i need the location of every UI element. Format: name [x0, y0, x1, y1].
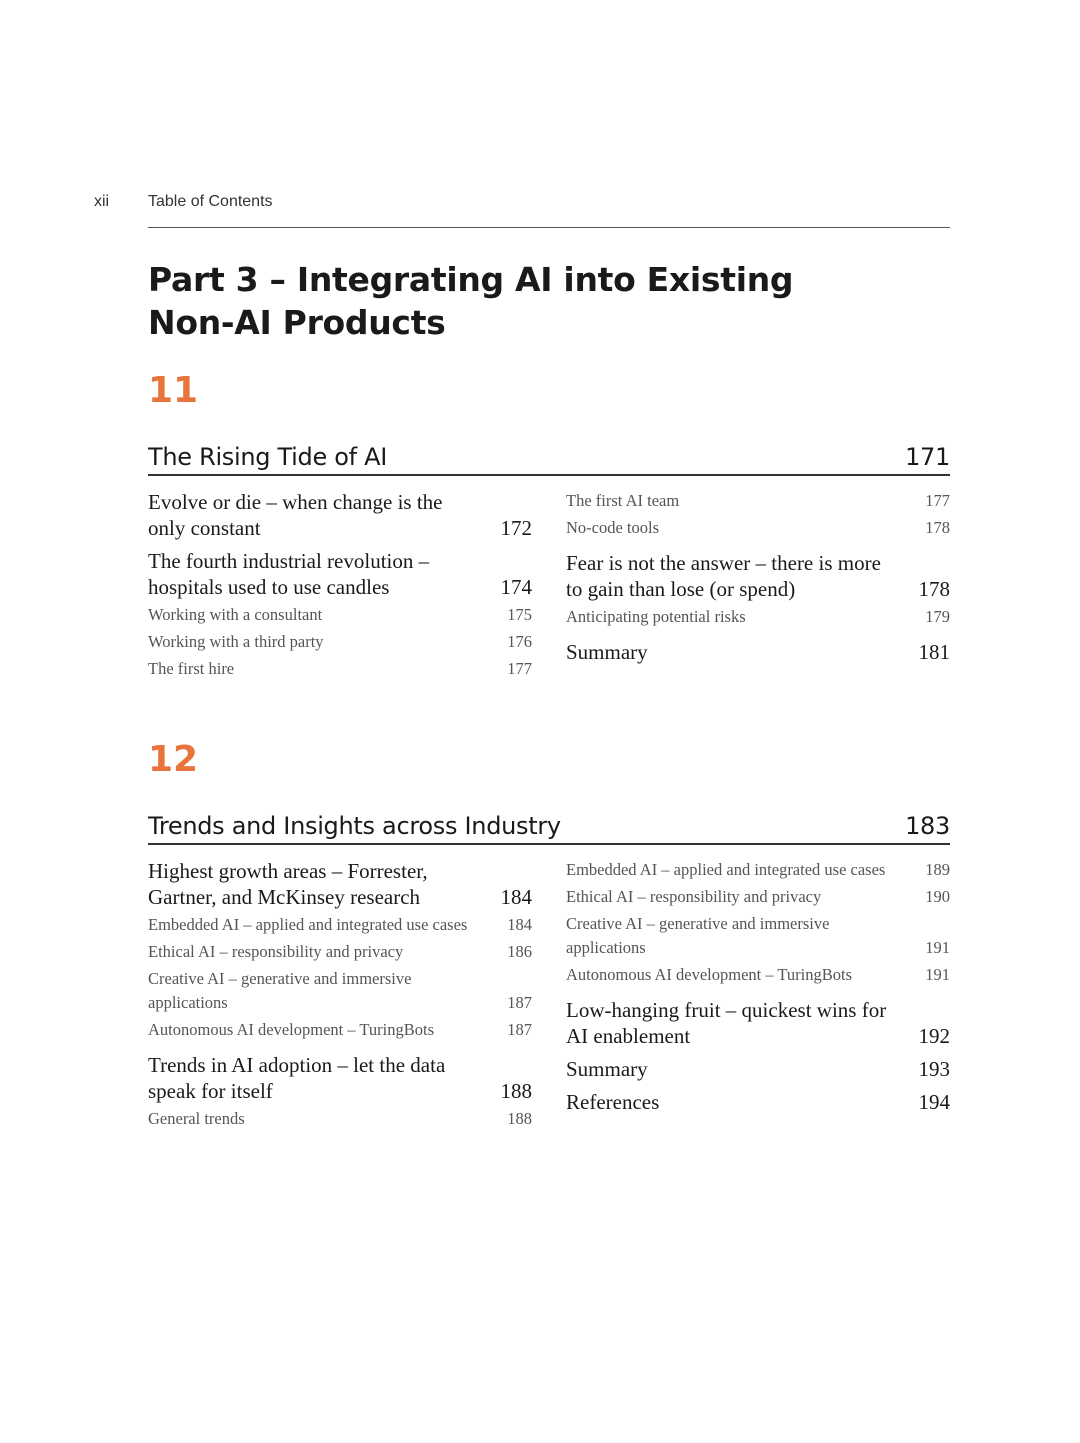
running-head: Table of Contents	[148, 193, 273, 210]
toc-entry[interactable]	[566, 997, 950, 1049]
chapter-page: 183	[905, 812, 950, 840]
toc-entry[interactable]	[148, 548, 532, 600]
toc-entry-title: Working with a third party	[148, 632, 324, 651]
toc-entry[interactable]	[566, 516, 950, 540]
toc-entry[interactable]	[148, 967, 532, 1015]
toc-entry[interactable]	[566, 1056, 950, 1082]
toc-column-right	[566, 489, 950, 665]
page-number: xii	[94, 193, 110, 210]
toc-entry-title: The first hire	[148, 659, 235, 678]
toc-entry-title: Anticipating potential risks	[566, 607, 746, 626]
toc-entry-page: 177	[925, 491, 950, 510]
chapter-page: 171	[905, 443, 950, 471]
part-title-line-2: Non-AI Products	[148, 303, 446, 342]
toc-entry[interactable]	[148, 1052, 532, 1104]
toc-entry[interactable]	[566, 639, 950, 665]
toc-column-left	[148, 489, 532, 681]
toc-entry-title: Summary	[566, 1057, 648, 1081]
toc-entry-page: 187	[507, 993, 532, 1012]
toc-entry-page: 178	[918, 577, 950, 601]
toc-entry-page: 175	[507, 605, 532, 624]
toc-entry-title: Trends in AI adoption – let the data speak for itself	[148, 1053, 446, 1103]
toc-entry-title: Autonomous AI development – TuringBots	[566, 965, 853, 984]
toc-entry[interactable]	[148, 630, 532, 654]
toc-entry-title: Ethical AI – responsibility and privacy	[566, 887, 822, 906]
toc-entry-title: Ethical AI – responsibility and privacy	[148, 942, 404, 961]
toc-entry-page: 193	[918, 1057, 950, 1081]
toc-column-left	[148, 858, 532, 1131]
toc-entry[interactable]	[148, 913, 532, 937]
toc-entry-title: Low-hanging fruit – quickest wins for AI enablement	[566, 998, 887, 1048]
toc-entry-page: 191	[925, 965, 950, 984]
chapter-number: 12	[148, 739, 199, 780]
toc-entry-page: 179	[925, 607, 950, 626]
toc-entry-page: 181	[918, 640, 950, 664]
toc-entry[interactable]	[148, 940, 532, 964]
toc-entry-page: 188	[507, 1109, 532, 1128]
toc-entry-page: 190	[925, 887, 950, 906]
toc-entry[interactable]	[148, 657, 532, 681]
part-title-line-1: Part 3 – Integrating AI into Existing	[148, 260, 794, 299]
toc-entry-title: Embedded AI – applied and integrated use cases	[148, 915, 468, 934]
toc-entry[interactable]	[566, 885, 950, 909]
toc-entry[interactable]	[566, 550, 950, 602]
toc-column-right	[566, 858, 950, 1115]
header-rule	[148, 227, 950, 228]
toc-entry-page: 184	[500, 885, 532, 909]
toc-entry-page: 194	[918, 1090, 950, 1114]
toc-entry-page: 174	[500, 575, 532, 599]
toc-entry-page: 189	[925, 860, 950, 879]
toc-entry-title: The first AI team	[566, 491, 680, 510]
toc-entry-title: Highest growth areas – Forrester, Gartner, and McKinsey research	[148, 859, 428, 909]
toc-entry-title: Working with a consultant	[148, 605, 323, 624]
toc-entry-title: Evolve or die – when change is the only constant	[148, 490, 443, 540]
toc-entry[interactable]	[148, 1018, 532, 1042]
toc-entry[interactable]	[148, 489, 532, 541]
toc-entry[interactable]	[566, 963, 950, 987]
toc-entry[interactable]	[148, 603, 532, 627]
toc-entry-title: Creative AI – generative and immersive applications	[148, 969, 412, 1012]
toc-entry-title: General trends	[148, 1109, 245, 1128]
chapter-title: Trends and Insights across Industry	[148, 812, 561, 840]
chapter-heading[interactable]	[148, 440, 950, 476]
toc-entry[interactable]	[148, 1107, 532, 1131]
chapter-heading[interactable]	[148, 809, 950, 845]
toc-entry-page: 184	[507, 915, 532, 934]
toc-entry-title: Summary	[566, 640, 648, 664]
toc-entry[interactable]	[566, 605, 950, 629]
toc-entry-title: Creative AI – generative and immersive applications	[566, 914, 830, 957]
toc-entry-page: 188	[500, 1079, 532, 1103]
toc-entry[interactable]	[566, 1089, 950, 1115]
toc-entry-page: 186	[507, 942, 532, 961]
part-title	[148, 258, 848, 344]
toc-entry-page: 191	[925, 938, 950, 957]
toc-entry-page: 176	[507, 632, 532, 651]
toc-entry[interactable]	[148, 858, 532, 910]
toc-entry-title: Autonomous AI development – TuringBots	[148, 1020, 435, 1039]
toc-entry[interactable]	[566, 489, 950, 513]
toc-entry-title: No-code tools	[566, 518, 660, 537]
toc-entry[interactable]	[566, 912, 950, 960]
toc-entry[interactable]	[566, 858, 950, 882]
toc-entry-title: Fear is not the answer – there is more to gain than lose (or spend)	[566, 551, 881, 601]
chapter-title: The Rising Tide of AI	[148, 443, 388, 471]
toc-entry-page: 177	[507, 659, 532, 678]
toc-entry-page: 192	[918, 1024, 950, 1048]
toc-entry-page: 172	[500, 516, 532, 540]
toc-entry-title: The fourth industrial revolution – hospitals used to use candles	[148, 549, 430, 599]
toc-entry-title: References	[566, 1090, 660, 1114]
toc-entry-title: Embedded AI – applied and integrated use cases	[566, 860, 886, 879]
toc-entry-page: 187	[507, 1020, 532, 1039]
chapter-number: 11	[148, 370, 199, 411]
toc-entry-page: 178	[925, 518, 950, 537]
